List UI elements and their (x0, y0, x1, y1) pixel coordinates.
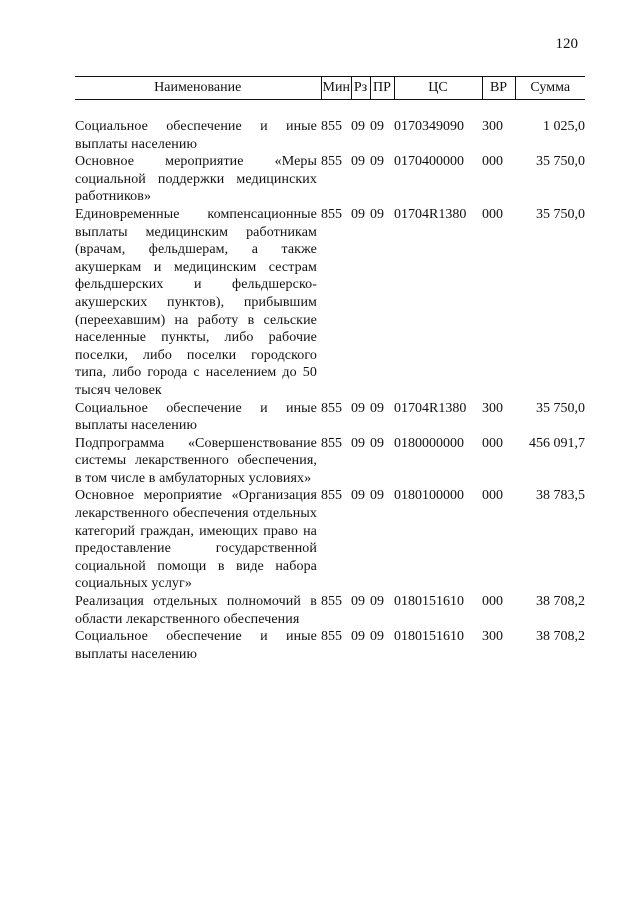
cell-vr: 000 (482, 594, 503, 610)
cell-sum: 38 708,2 (536, 594, 585, 610)
header-vr: ВР (482, 77, 515, 100)
cell-sum: 456 091,7 (529, 435, 585, 451)
cell-pr: 09 (370, 594, 384, 610)
cell-name: Подпрограмма «Совершенствование системы лекарственного обеспечения, в том числе в амбулаторных условиях» (75, 435, 317, 486)
cell-rz: 09 (351, 435, 365, 451)
cell-sum: 35 750,0 (536, 400, 585, 416)
cell-sum: 35 750,0 (536, 154, 585, 170)
cell-name: Основное мероприятие «Организация лекарственного обеспечения отдельных категорий граждан, имеющих право на предоставление государственной социальной помощи в виде набора социальных услуг» (75, 488, 317, 592)
table-row (75, 400, 585, 435)
cell-rz: 09 (351, 400, 365, 416)
cell-sum: 38 783,5 (536, 488, 585, 504)
cell-cs: 0180151610 (394, 594, 464, 610)
table-row (75, 153, 585, 206)
cell-pr: 09 (370, 206, 384, 222)
cell-rz: 09 (351, 154, 365, 170)
cell-min: 855 (321, 154, 342, 170)
header-rz: Рз (351, 77, 370, 100)
cell-name: Социальное обеспечение и иные выплаты населению (75, 629, 317, 662)
budget-table (75, 76, 585, 663)
cell-vr: 300 (482, 119, 503, 134)
cell-min: 855 (321, 206, 342, 222)
cell-sum: 1 025,0 (543, 119, 585, 134)
page-number: 120 (555, 36, 578, 52)
cell-rz: 09 (351, 629, 365, 645)
cell-min: 855 (321, 488, 342, 504)
cell-min: 855 (321, 400, 342, 416)
cell-vr: 300 (482, 400, 503, 416)
header-cs: ЦС (394, 77, 482, 100)
cell-rz: 09 (351, 206, 365, 222)
table-row (75, 118, 585, 153)
table-row (75, 487, 585, 593)
header-name: Наименование (75, 77, 321, 100)
table-header-row (75, 77, 585, 100)
table-row (75, 435, 585, 488)
cell-pr: 09 (370, 119, 384, 134)
cell-rz: 09 (351, 594, 365, 610)
cell-vr: 000 (482, 154, 503, 170)
table-row (75, 206, 585, 400)
cell-pr: 09 (370, 154, 384, 170)
cell-cs: 0170349090 (394, 119, 464, 134)
cell-name: Реализация отдельных полномочий в области лекарственного обеспечения (75, 594, 317, 627)
cell-pr: 09 (370, 435, 384, 451)
cell-pr: 09 (370, 488, 384, 504)
table-row (75, 628, 585, 663)
cell-cs: 0180151610 (394, 629, 464, 645)
cell-min: 855 (321, 629, 342, 645)
table-body (75, 100, 585, 664)
cell-name: Социальное обеспечение и иные выплаты населению (75, 119, 317, 152)
cell-pr: 09 (370, 629, 384, 645)
cell-sum: 35 750,0 (536, 206, 585, 222)
cell-rz: 09 (351, 488, 365, 504)
cell-vr: 300 (482, 629, 503, 645)
cell-rz: 09 (351, 119, 365, 134)
header-sum: Сумма (515, 77, 585, 100)
table-row (75, 593, 585, 628)
cell-pr: 09 (370, 400, 384, 416)
header-pr: ПР (370, 77, 394, 100)
header-min: Мин (321, 77, 351, 100)
cell-min: 855 (321, 119, 342, 134)
cell-cs: 01704R1380 (394, 206, 467, 222)
cell-sum: 38 708,2 (536, 629, 585, 645)
cell-vr: 000 (482, 206, 503, 222)
cell-name: Социальное обеспечение и иные выплаты населению (75, 400, 317, 434)
cell-min: 855 (321, 594, 342, 610)
cell-min: 855 (321, 435, 342, 451)
cell-cs: 0170400000 (394, 154, 464, 170)
cell-vr: 000 (482, 435, 503, 451)
cell-name: Единовременные компенсационные выплаты медицинским работникам (врачам, фельдшерам, а также акушеркам и медицинским сестрам фельдшерских и фельдшерско-акушерских пунктов), прибывшим (переехавшим) на работу в сельские населенные пункты, либо рабочие поселки, либо поселки городского типа, либо города с населением до 50 тысяч человек (75, 206, 317, 398)
cell-cs: 0180100000 (394, 488, 464, 504)
cell-name: Основное мероприятие «Меры социальной поддержки медицинских работников» (75, 154, 317, 205)
cell-cs: 0180000000 (394, 435, 464, 451)
cell-vr: 000 (482, 488, 503, 504)
cell-cs: 01704R1380 (394, 400, 467, 416)
